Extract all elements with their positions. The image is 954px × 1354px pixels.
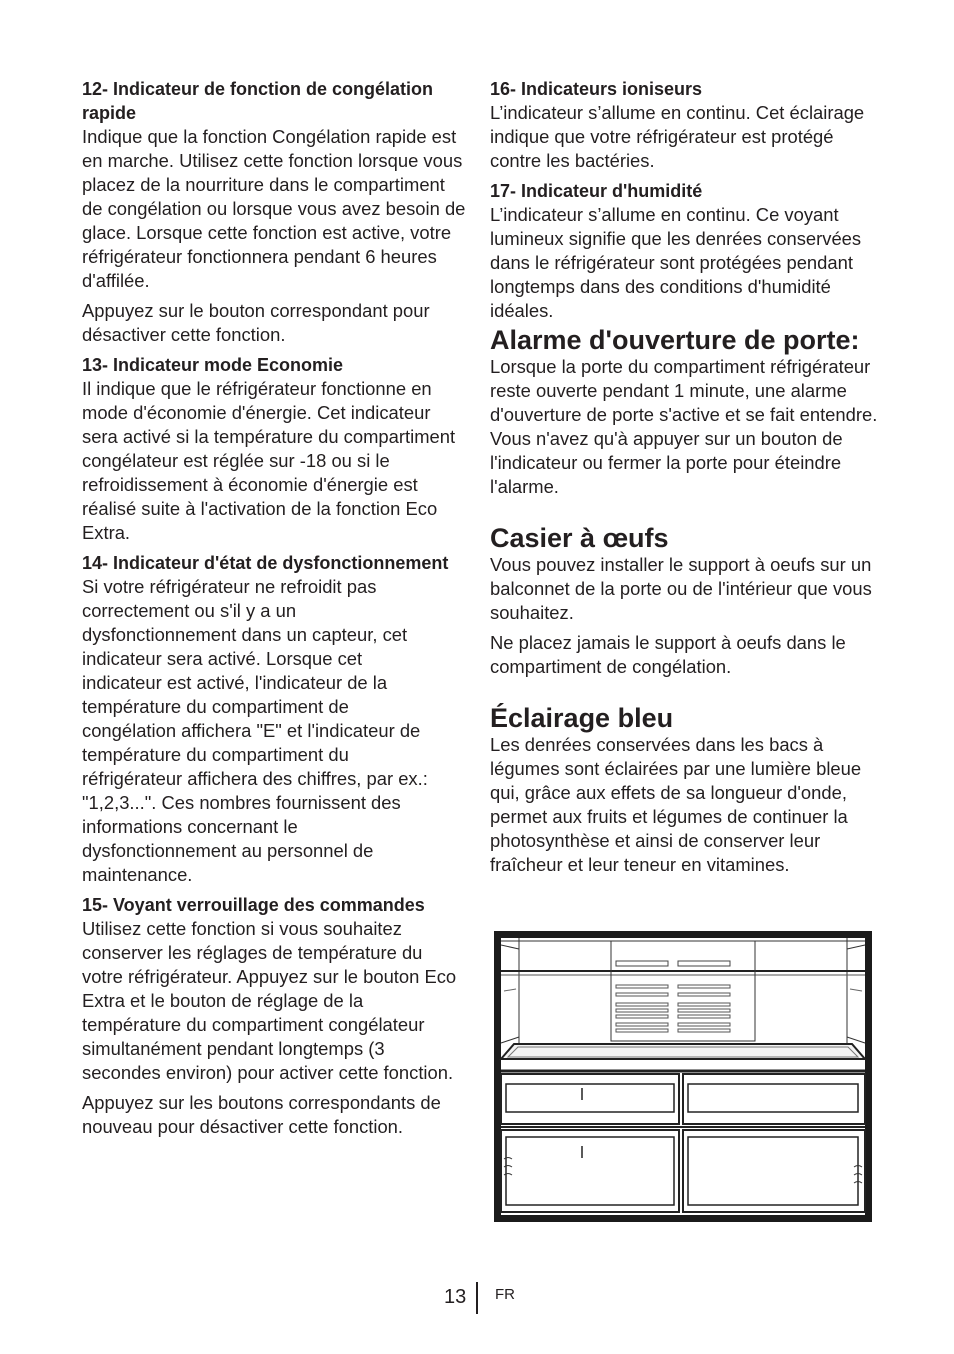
section-14-title: 14- Indicateur d'état de dysfonctionnement [82, 553, 449, 573]
left-column [82, 77, 467, 1139]
section-15-title: 15- Voyant verrouillage des commandes [82, 895, 425, 915]
egg-rack-text-2: Ne placez jamais le support à oeufs dans le compartiment de congélation. [490, 632, 846, 677]
page-number: 13 [444, 1286, 467, 1308]
section-16-text: L’indicateur s’allume en continu. Cet éclairage indique que votre réfrigérateur est protégé contre les bactéries. [490, 102, 865, 171]
section-15-text: Utilisez cette fonction si vous souhaitez conserver les réglages de température du votre réfrigérateur. Appuyez sur le bouton Eco Extra et le bouton de réglage de la température du compartiment congélateur simultanément pendant longtemps (3 secondes environ) pour activer cette fonction. [82, 918, 457, 1083]
footer-divider [476, 1282, 478, 1314]
right-column [490, 77, 882, 877]
language-code: FR [495, 1286, 515, 1303]
egg-rack-text: Vous pouvez installer le support à oeufs sur un balconnet de la porte ou de l'intérieur que vous souhaitez. [490, 554, 872, 623]
section-17-text: L’indicateur s’allume en continu. Ce voyant lumineux signifie que les denrées conservées dans le réfrigérateur sont protégées pendant longtemps dans des conditions d'humidité idéales. [490, 204, 862, 321]
section-14-text: Si votre réfrigérateur ne refroidit pas correctement ou s'il y a un dysfonctionnement dans un capteur, cet indicateur sera activé. Lorsque cet indicateur est activé, l'indicateur de la température du compartiment de congélation affichera "E" et l'indicateur de température du compartiment du réfrigérateur affichera des chiffres, par ex.: "1,2,3...". Ces nombres fournissent des informations concernant le dysfonctionnement au personnel de maintenance. [82, 576, 428, 885]
section-13-title: 13- Indicateur mode Economie [82, 355, 344, 375]
section-13-text: Il indique que le réfrigérateur fonctionne en mode d'économie d'énergie. Cet indicateur sera activé si la température du compartiment congélateur est réglée sur -18 ou si le refroidissement à économie d'énergie est réalisé suite à l'activation de la fonction Eco Extra. [82, 378, 456, 543]
section-12-title: 12- Indicateur de fonction de congélation rapide [82, 79, 434, 123]
section-15-text-2: Appuyez sur les boutons correspondants de nouveau pour désactiver cette fonction. [82, 1092, 441, 1137]
blue-light-heading: Éclairage bleu [490, 703, 674, 733]
fridge-interior-illustration [494, 931, 872, 1222]
door-alarm-text: Lorsque la porte du compartiment réfrigérateur reste ouverte pendant 1 minute, une alarme d'ouverture de porte s'active et se fait entendre. Vous n'avez qu'à appuyer sur un bouton de l'indicateur ou fermer la porte pour éteindre l'alarme. [490, 356, 878, 497]
section-12-text: Indique que la fonction Congélation rapide est en marche. Utilisez cette fonction lorsque vous placez de la nourriture dans le compartiment de congélation ou lorsque vous avez besoin de glace. Lorsque cette fonction est active, votre réfrigérateur fonctionnera pendant 6 heures d'affilée. [82, 126, 466, 291]
door-alarm-heading: Alarme d'ouverture de porte: [490, 325, 860, 355]
egg-rack-heading: Casier à œufs [490, 523, 669, 553]
section-16-title: 16- Indicateurs ioniseurs [490, 79, 703, 99]
section-17-title: 17- Indicateur d'humidité [490, 181, 703, 201]
blue-light-text: Les denrées conservées dans les bacs à légumes sont éclairées par une lumière bleue qui, grâce aux effets de sa longueur d'onde, permet aux fruits et légumes de continuer la photosynthèse et ainsi de conserver leur fraîcheur et leur teneur en vitamines. [490, 734, 862, 875]
section-12-text-2: Appuyez sur le bouton correspondant pour désactiver cette fonction. [82, 300, 430, 345]
